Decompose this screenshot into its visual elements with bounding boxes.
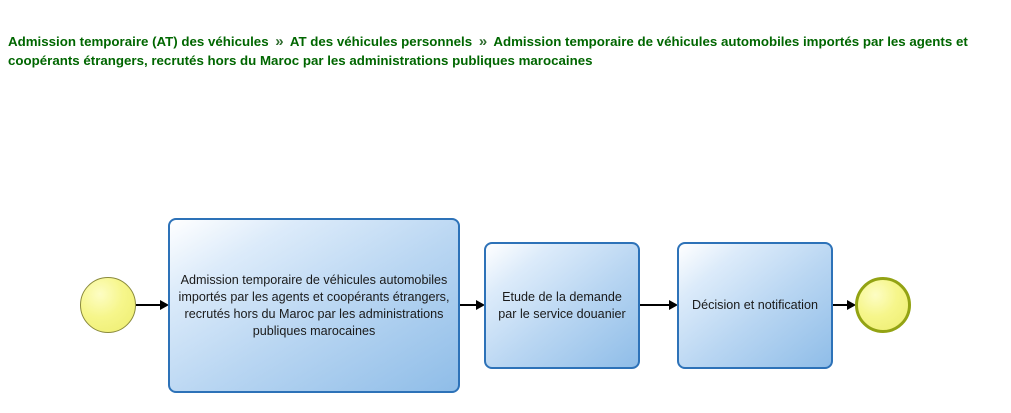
process-diagram <box>0 180 1011 413</box>
task-node-label: Etude de la demande par le service douanier <box>498 289 626 321</box>
connector-line <box>136 304 161 306</box>
breadcrumb-item-1[interactable]: Admission temporaire (AT) des véhicules <box>8 34 269 49</box>
connector-line <box>460 304 477 306</box>
connector-task-2-to-task-3 <box>640 300 678 310</box>
connector-start-to-task-1 <box>136 300 169 310</box>
task-node-decision[interactable] <box>677 242 833 369</box>
connector-task-1-to-task-2 <box>460 300 485 310</box>
breadcrumb-separator-icon: » <box>275 33 284 50</box>
end-event[interactable] <box>855 277 911 333</box>
connector-line <box>833 304 848 306</box>
breadcrumb-item-3: Admission temporaire de véhicules automobiles importés par les agents et coopérants étrangers, recrutés hors du Maroc par les administrations publiques marocaines <box>8 34 968 68</box>
start-event[interactable] <box>80 277 136 333</box>
breadcrumb-item-2[interactable]: AT des véhicules personnels <box>289 34 473 49</box>
task-node-label: Décision et notification <box>691 298 818 312</box>
breadcrumb <box>8 32 1003 70</box>
connector-line <box>640 304 670 306</box>
connector-task-3-to-end <box>833 300 856 310</box>
task-node-label: Admission temporaire de véhicules automobiles importés par les agents et coopérants étrangers, recrutés hors du Maroc par les administrations publiques marocaines <box>178 272 450 338</box>
task-node-etude[interactable] <box>484 242 640 369</box>
task-node-demande[interactable] <box>168 218 460 393</box>
breadcrumb-separator-icon: » <box>478 33 488 50</box>
